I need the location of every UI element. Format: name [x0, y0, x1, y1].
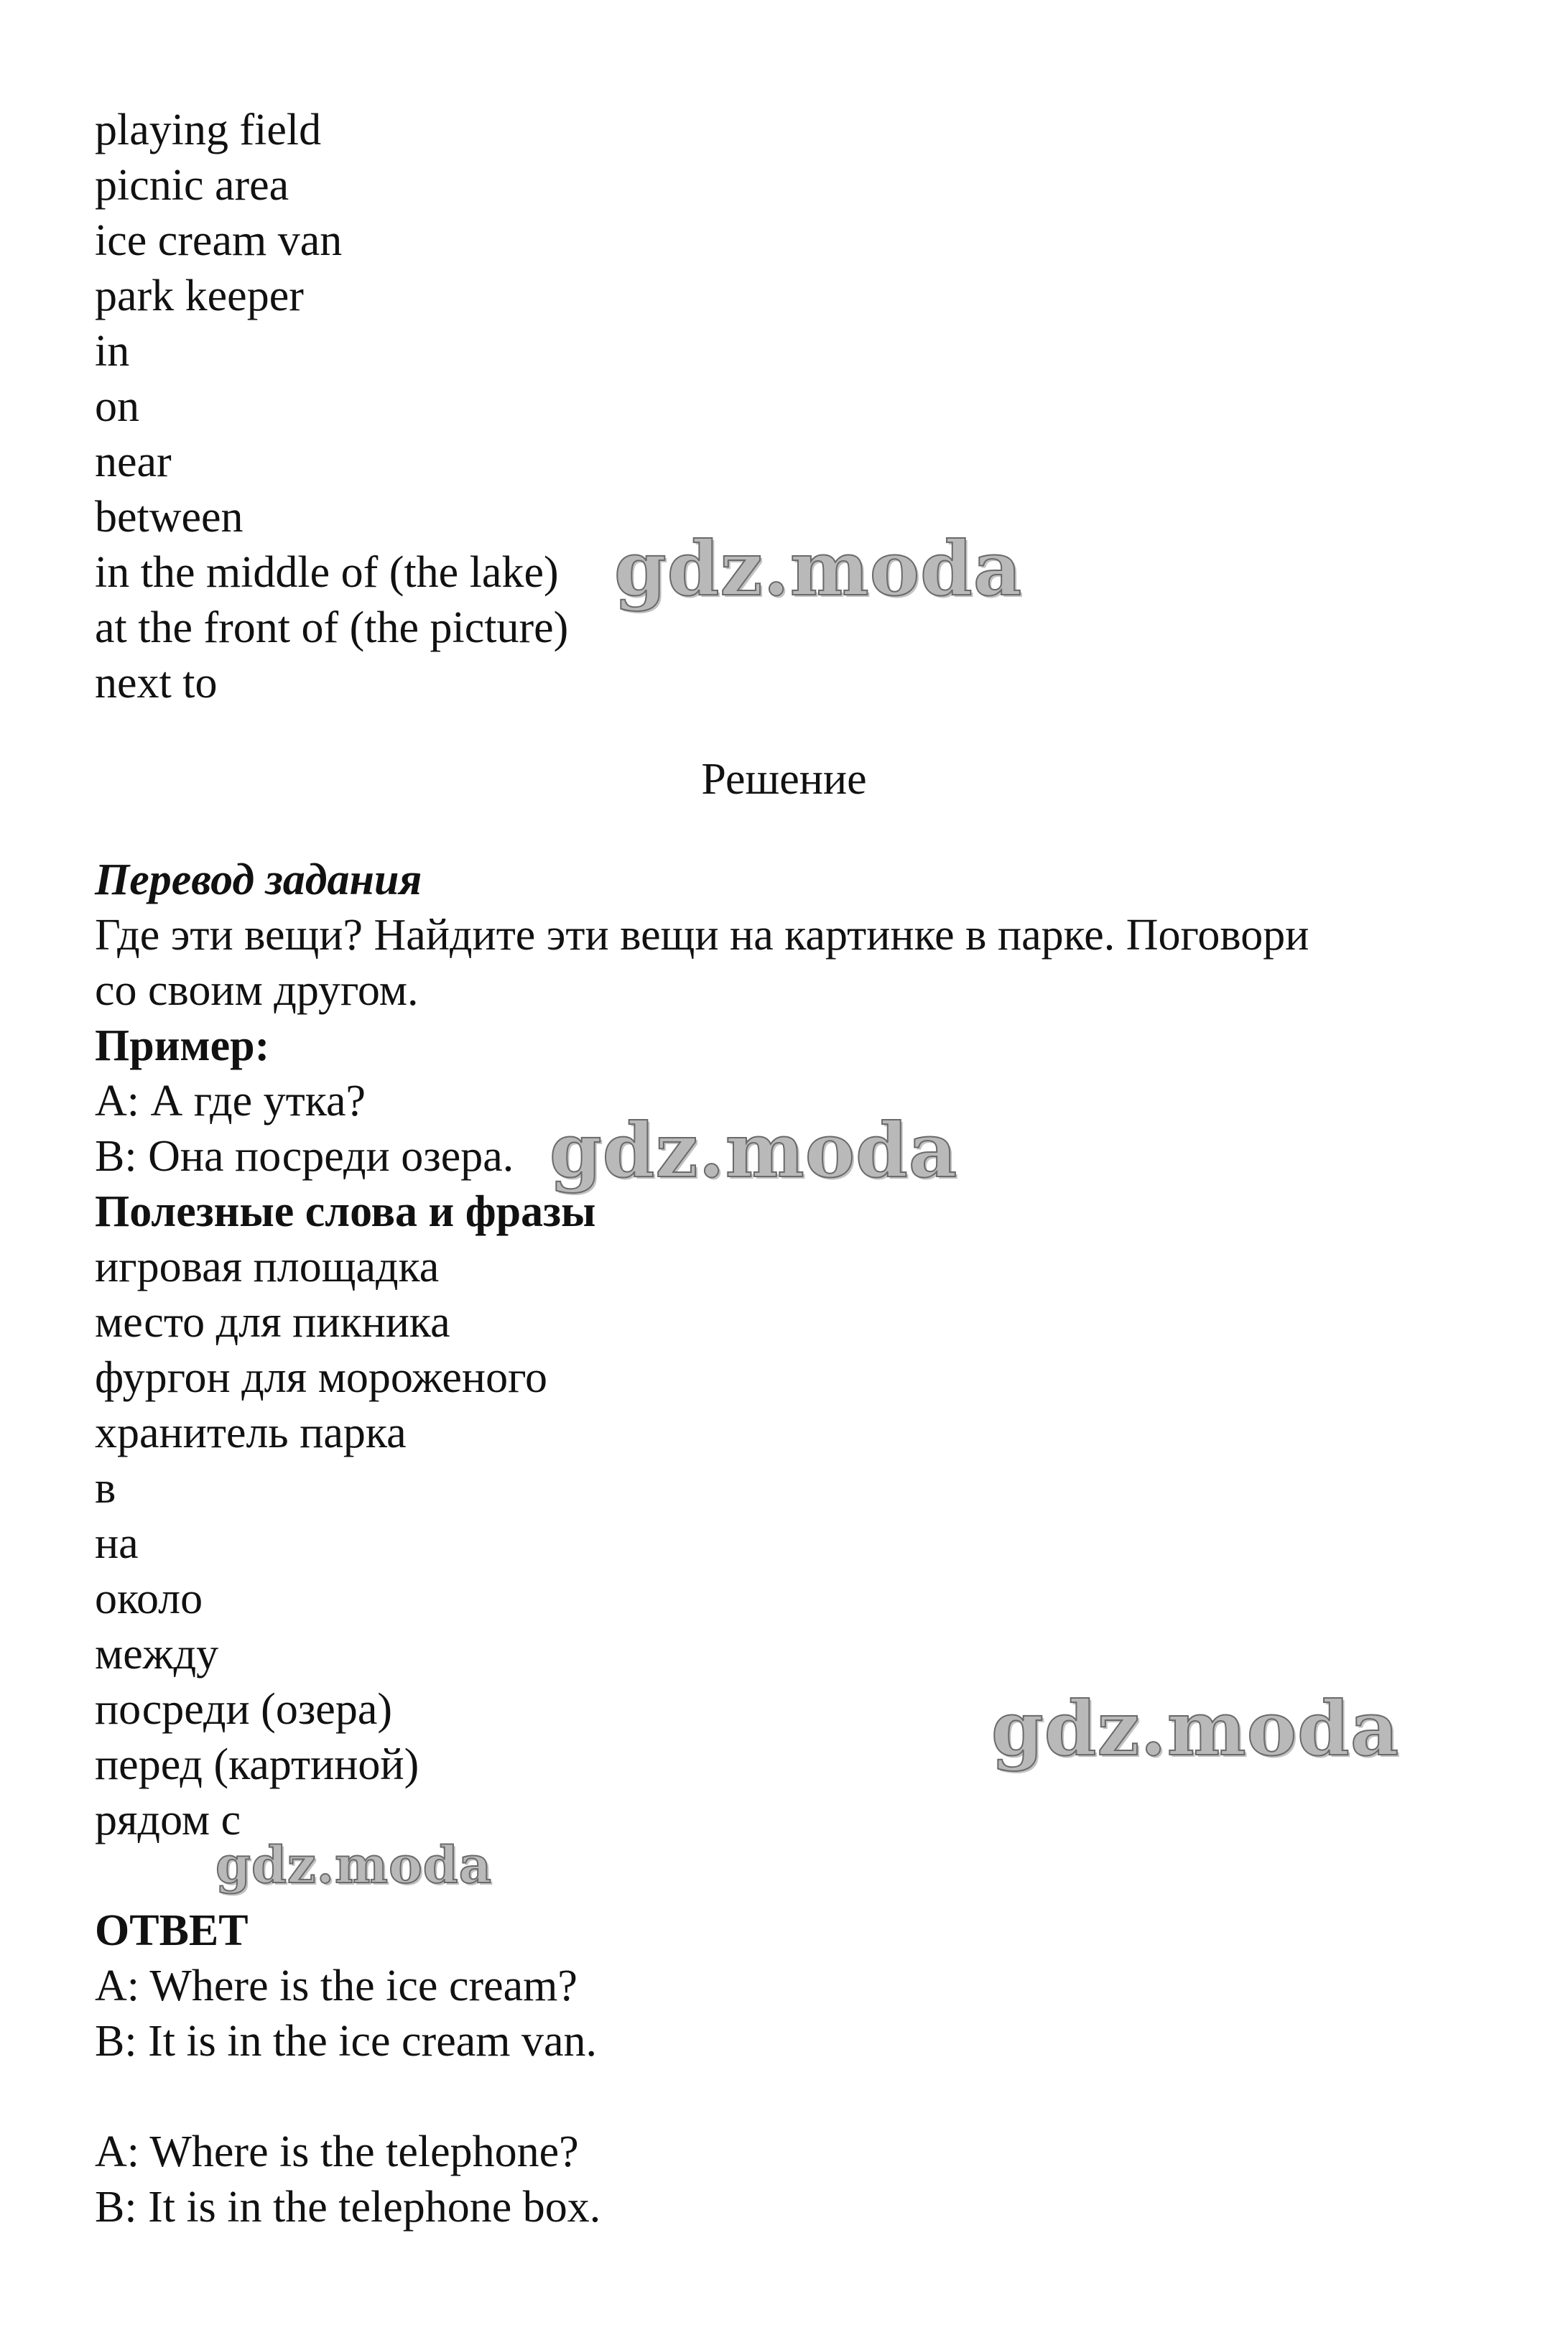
answer-dialogue-line: B: It is in the ice cream van. [95, 2017, 597, 2066]
vocab-en-item: next to [95, 659, 218, 707]
watermark: gdz.moda [549, 1106, 958, 1194]
watermark: gdz.moda [215, 1835, 493, 1895]
example-line: B: Она посреди озера. [95, 1132, 514, 1181]
example-heading: Пример: [95, 1021, 270, 1070]
useful-word-item: на [95, 1519, 139, 1568]
useful-word-item: хранитель парка [95, 1408, 407, 1457]
answer-dialogue-line: A: Where is the ice cream? [95, 1962, 577, 2010]
solution-heading: Решение [701, 755, 867, 804]
answer-dialogue-line: A: Where is the telephone? [95, 2127, 579, 2176]
vocab-en-item: on [95, 382, 139, 431]
translation-heading: Перевод задания [95, 855, 422, 904]
useful-word-item: место для пикника [95, 1298, 450, 1347]
useful-word-item: перед (картиной) [95, 1740, 419, 1789]
vocab-en-item: at the front of (the picture) [95, 603, 569, 652]
useful-word-item: между [95, 1630, 219, 1679]
vocab-en-item: in the middle of (the lake) [95, 548, 559, 597]
watermark: gdz.moda [614, 524, 1023, 613]
vocab-en-item: between [95, 493, 243, 542]
task-text-line: со своим другом. [95, 966, 419, 1015]
vocab-en-item: park keeper [95, 271, 304, 320]
useful-word-item: фургон для мороженого [95, 1353, 547, 1402]
useful-word-item: рядом с [95, 1796, 241, 1844]
useful-word-item: в [95, 1464, 116, 1513]
useful-word-item: посреди (озера) [95, 1685, 392, 1734]
answer-heading: ОТВЕТ [95, 1906, 249, 1955]
useful-word-item: около [95, 1574, 203, 1623]
vocab-en-item: ice cream van [95, 216, 343, 265]
vocab-en-item: picnic area [95, 161, 289, 210]
useful-word-item: игровая площадка [95, 1243, 440, 1291]
task-text-line: Где эти вещи? Найдите эти вещи на картинке в парке. Поговори [95, 911, 1309, 960]
vocab-en-item: in [95, 327, 130, 376]
vocab-en-item: playing field [95, 106, 322, 154]
vocab-en-item: near [95, 437, 172, 486]
example-line: A: А где утка? [95, 1077, 366, 1125]
useful-words-heading: Полезные слова и фразы [95, 1187, 596, 1236]
watermark: gdz.moda [991, 1684, 1400, 1773]
answer-dialogue-line: B: It is in the telephone box. [95, 2183, 601, 2232]
